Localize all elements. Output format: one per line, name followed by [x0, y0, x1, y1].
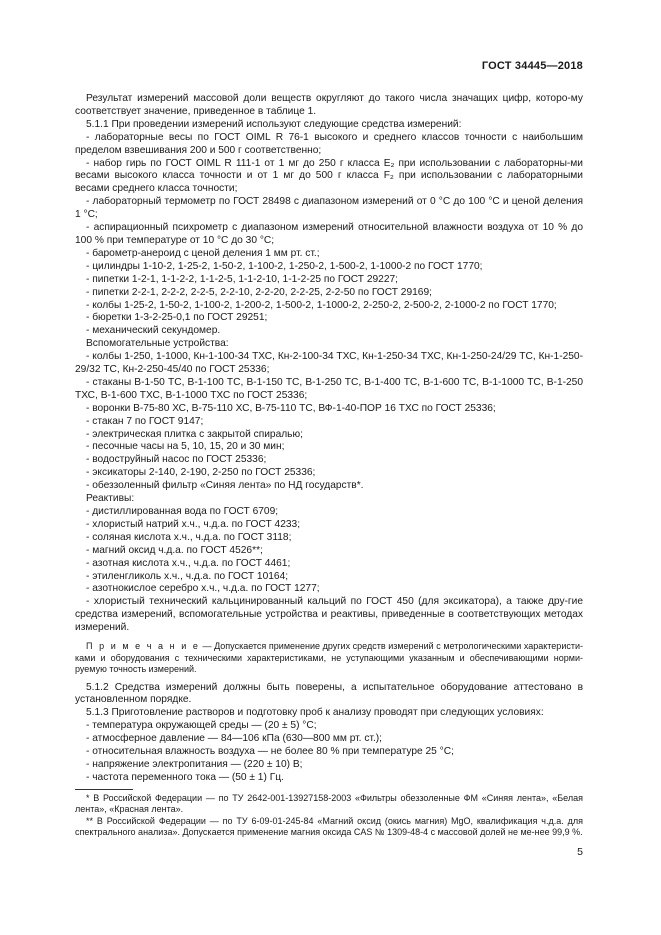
paragraph: - атмосферное давление — 84—106 кПа (630—800 мм рт. ст.); [86, 733, 383, 745]
footnotes [75, 793, 583, 839]
footnote: * В Российской Федерации — по ТУ 2642-001-13927158-2003 «Фильтры обеззоленные ФМ «Синяя лента», «Белая лента», «Красная лента». [75, 792, 583, 815]
paragraph: - хлористый технический кальцинированный кальций по ГОСТ 450 (для эксикатора), а также дру-гие средства измерений, вспомогательные устройства и реактивы, приведенные в соответствующих методах измерений. [75, 596, 583, 634]
paragraph: - азотнокислое серебро х.ч., ч.д.а. по ГОСТ 1277; [86, 583, 320, 595]
paragraph: - магний оксид ч.д.а. по ГОСТ 4526**; [86, 544, 263, 556]
paragraph: - цилиндры 1-10-2, 1-25-2, 1-50-2, 1-100-2, 1-250-2, 1-500-2, 1-1000-2 по ГОСТ 1770; [86, 260, 483, 272]
paragraph: - напряжение электропитания — (220 ± 10) В; [86, 759, 303, 770]
paragraph: - лабораторный термометр по ГОСТ 28498 с диапазоном измерений от 0 °С до 100 °С и ценой деления 1 °С; [75, 196, 583, 221]
paragraph: 5.1.2 Средства измерений должны быть поверены, а испытательное оборудование аттестовано в установленном порядке. [75, 681, 583, 706]
note-text: — Допускается применение других средств измерений с метрологическими характеристи-ками и оборудования с техническими характеристиками, не уступающими указанным и обеспечивающими норми-руемую точность измерений. [75, 641, 583, 675]
paragraph: - барометр-анероид с ценой деления 1 мм рт. ст.; [86, 247, 320, 259]
paragraph: - обеззоленный фильтр «Синяя лента» по НД государств*. [86, 480, 364, 492]
note-label: П р и м е ч а н и е [86, 641, 200, 652]
paragraph: - механический секундомер. [86, 325, 221, 337]
paragraph: - эксикаторы 2-140, 2-190, 2-250 по ГОСТ 25336; [86, 467, 316, 479]
paragraph: - электрическая плитка с закрытой спиралью; [86, 428, 303, 440]
document-body [75, 93, 583, 839]
paragraph: - лабораторные весы по ГОСТ OIML R 76-1 высокого и среднего классов точности с наибольшим пределом взвешивания 200 и 500 г соответственно; [75, 131, 583, 156]
paragraph: Результат измерений массовой доли веществ округляют до такого числа значащих цифр, которо-му соответствует значение, приведенное в таблице 1. [75, 93, 583, 117]
paragraph: - аспирационный психрометр с диапазоном измерений относительной влажности воздуха от 10 % до 100 % при температуре от 10 °С до 30 °С; [75, 222, 583, 246]
paragraph: - бюретки 1-3-2-25-0,1 по ГОСТ 29251; [86, 312, 268, 324]
paragraph: 5.1.3 Приготовление растворов и подготовку проб к анализу проводят при следующих условиях: [86, 707, 544, 719]
paragraph: Реактивы: [86, 493, 135, 505]
paragraph: - песочные часы на 5, 10, 15, 20 и 30 мин; [86, 441, 285, 453]
paragraph: - этиленгликоль х.ч., ч.д.а. по ГОСТ 10164; [86, 570, 289, 582]
paragraph: - хлористый натрий х.ч., ч.д.а. по ГОСТ 4233; [86, 518, 301, 530]
paragraph: Вспомогательные устройства: [86, 338, 229, 350]
paragraph: - колбы 1-25-2, 1-50-2, 1-100-2, 1-200-2, 1-500-2, 1-1000-2, 2-250-2, 2-500-2, 2-1000-2 по ГОСТ 1770; [86, 299, 557, 311]
paragraph: - азотная кислота х.ч., ч.д.а. по ГОСТ 4461; [86, 557, 291, 569]
paragraph: - колбы 1-250, 1-1000, Кн-1-100-34 ТХС, Кн-2-100-34 ТХС, Кн-1-250-34 ТХС, Кн-1-250-24/29 ТС, Кн-1-250-29/32 ТС, Кн-2-250-45/40 по ГОСТ 25336; [75, 351, 583, 376]
paragraph: - стакан 7 по ГОСТ 9147; [86, 415, 204, 427]
paragraph: - соляная кислота х.ч., ч.д.а. по ГОСТ 3118; [86, 531, 292, 543]
paragraph: - дистиллированная вода по ГОСТ 6709; [86, 506, 279, 517]
document-header: ГОСТ 34445—2018 [481, 60, 583, 72]
paragraph: 5.1.1 При проведении измерений используют следующие средства измерений: [86, 118, 462, 130]
paragraph-list-2 [75, 682, 583, 785]
paragraph: - пипетки 1-2-1, 1-1-2-2, 1-1-2-5, 1-1-2-10, 1-1-2-25 по ГОСТ 29227; [86, 273, 398, 285]
paragraph: - частота переменного тока — (50 ± 1) Гц. [86, 771, 284, 783]
note [75, 641, 583, 676]
footnote-divider [75, 789, 133, 790]
paragraph: - набор гирь по ГОСТ OIML R 111-1 от 1 мг до 250 г класса E₂ при использовании с лабораторны-ми весами высокого класса точности и от 1 мг до 500 г класса F₂ при использовании с лабораторными весами среднего класса точности; [75, 157, 583, 195]
paragraph-list [75, 93, 583, 635]
paragraph: - водоструйный насос по ГОСТ 25336; [86, 454, 267, 466]
paragraph: - стаканы В-1-50 ТС, В-1-100 ТС, В-1-150 ТС, В-1-250 ТС, В-1-400 ТС, В-1-600 ТС, В-1-1000 ТС, В-1-250 ТХС, В-1-600 ТХС, В-1-1000 ТХС по ГОСТ 25336; [75, 376, 583, 401]
footnote: ** В Российской Федерации — по ТУ 6-09-01-245-84 «Магний оксид (окись магния) MgO, квалификация ч.д.а. для спектрального анализа». Допускается применение магния оксида CAS № 1309-48-4 с массовой долей не ме-нее 99,9 %. [75, 815, 583, 838]
paragraph: - температура окружающей среды — (20 ± 5) °С; [86, 720, 317, 732]
paragraph: - воронки В-75-80 ХС, В-75-110 ХС, В-75-110 ТС, ВФ-1-40-ПОР 16 ТХС по ГОСТ 25336; [86, 402, 496, 414]
paragraph: - пипетки 2-2-1, 2-2-2, 2-2-5, 2-2-10, 2-2-20, 2-2-25, 2-2-50 по ГОСТ 29169; [86, 286, 432, 298]
page-number: 5 [577, 846, 583, 858]
paragraph: - относительная влажность воздуха — не более 80 % при температуре 25 °С; [86, 746, 454, 758]
